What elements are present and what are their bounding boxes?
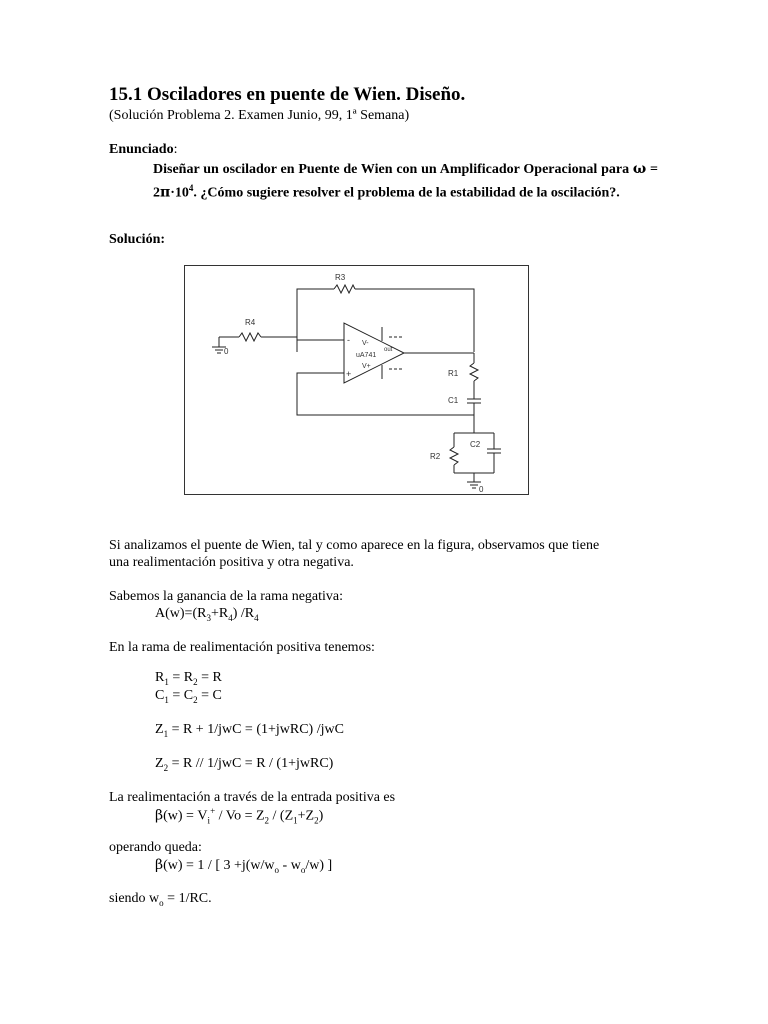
wire-positive-feedback [297,373,474,415]
r1-resistor [470,363,478,381]
paragraph-2: Sabemos la ganancia de la rama negativa: [109,589,344,604]
paragraph-1-line-1: Si analizamos el puente de Wien, tal y como aparece en la figura, observamos que tiene [109,538,600,553]
equation-z2: $Z_2 = R // 1/jwC = R$ / (1+jwRC) [155,756,334,773]
label-gnd-right: 0 [479,485,484,494]
page-title: 15.1 Osciladores en puente de Wien. Diseño. [109,84,466,105]
label-r2: R2 [430,452,441,461]
r2-resistor [450,447,458,465]
label-v-minus: V- [362,340,369,347]
equation-r: $R_1 = R_2 = R$ [155,670,222,687]
paragraph-6: siendo $w_o = 1/RC$. [109,891,212,908]
statement-heading: Enunciado: [109,142,178,157]
equation-beta-2: β(w) = 1 / [ $3 +j(w/w_o - w_o/w)$ ] [155,857,333,875]
solution-heading: Solución: [109,232,166,247]
label-gnd-left: 0 [224,347,229,356]
label-out: out [384,347,393,353]
circuit-frame [185,266,529,495]
label-plus: + [346,369,352,379]
label-v-plus: V+ [362,363,371,370]
paragraph-3: En la rama de realimentación positiva tenemos: [109,640,375,655]
label-c1: C1 [448,396,459,405]
label-opamp-name: uA741 [356,352,377,359]
equation-z1: $Z_1 = R + 1/jwC$ = (1+jwRC) /jwC [155,722,344,739]
statement-text: Diseñar un oscilador en Puente de Wien con un Amplificador Operacional para $\omega = 2\pi\cdot 10^4$. ¿Cómo sugiere resolver el problema de la estabilidad de la oscilación?. [153,161,658,201]
paragraph-4: La realimentación a través de la entrada positiva es [109,790,396,805]
paragraph-5: operando queda: [109,840,202,855]
equation-beta-1: $\beta(w) = V_i^+ / Vo = Z_2 / (Z_1+Z_2)$ [155,806,324,826]
label-c2: C2 [470,440,481,449]
label-r4: R4 [245,318,256,327]
label-r1: R1 [448,369,459,378]
wire-r3-left [297,289,334,352]
label-r3: R3 [335,273,346,282]
wien-bridge-circuit [184,265,530,496]
r4-resistor [239,333,261,341]
label-minus: - [347,335,350,345]
wire-r4-right [261,337,344,340]
page-subtitle: (Solución Problema 2. Examen Junio, 99, 1ª Semana) [109,108,410,123]
paragraph-1-line-2: una realimentación positiva y otra negativa. [109,555,354,570]
r3-resistor [334,285,355,293]
gain-equation: $A(w)=(R_3+R_4)$ $/R_4$ [155,606,259,623]
equation-c: $C_1 = C_2 = C$ [155,688,222,705]
